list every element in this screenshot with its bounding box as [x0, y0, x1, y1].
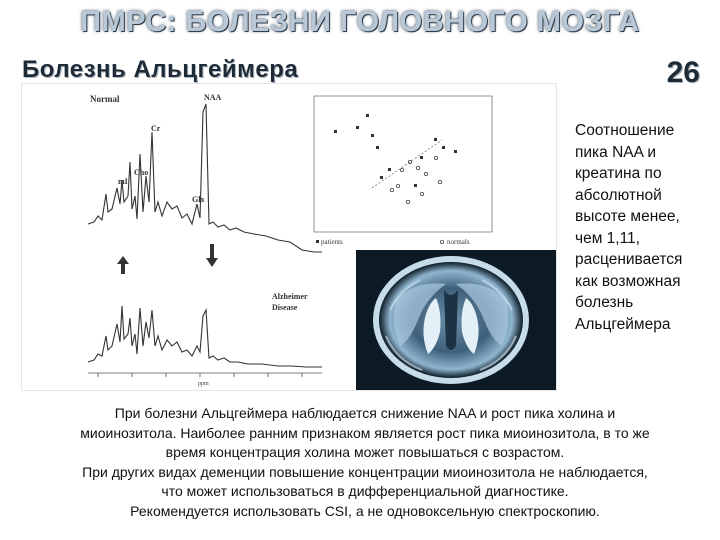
side-note-line: как возможная: [575, 272, 681, 290]
label-naa: NAA: [204, 93, 222, 102]
side-note: [575, 120, 715, 335]
scatter-frame: [314, 96, 492, 232]
scatter-point: [396, 184, 399, 187]
description-line: миоинозитола. Наиболее ранним признаком является рост пика миоинозитола, в то же: [80, 424, 650, 441]
scatter-point: [356, 126, 359, 129]
label-glx: Glx: [192, 195, 205, 204]
scatter-point: [390, 188, 393, 191]
scatter-point: [414, 184, 417, 187]
label-cho: Cho: [134, 168, 149, 177]
side-note-line: Соотношение: [575, 122, 675, 139]
scatter-point: [388, 168, 391, 171]
scatter-point: [420, 156, 423, 159]
side-note-line: болезнь: [575, 294, 634, 311]
scatter-point: [366, 114, 369, 117]
legend-normals: normals: [447, 238, 470, 246]
disease-spectrum-line: [88, 306, 322, 367]
label-disease-1: Alzheimer: [272, 292, 308, 301]
description-line: При других видах деменции повышение концентрации миоинозитола не наблюдается,: [82, 463, 648, 480]
scatter-point: [380, 176, 383, 179]
spectrum-axis-label: ppm: [198, 381, 209, 387]
scatter-point: [334, 130, 337, 133]
slide-subtitle: Болезнь Альцгеймера: [22, 56, 299, 83]
description-paragraph: [30, 404, 700, 521]
slide-number: 26: [666, 56, 700, 89]
scatter-point: [416, 166, 419, 169]
legend-marker-normals: [440, 240, 443, 243]
scatter-point: [438, 180, 441, 183]
scatter-points-patients: [334, 114, 457, 187]
label-mi: mI: [118, 177, 128, 186]
side-note-line: пика NAA и: [575, 143, 657, 161]
scatter-points-normals: [390, 156, 441, 203]
arrow-up-icon: [117, 256, 129, 274]
label-cr: Cr: [151, 124, 161, 133]
scatter-point: [408, 160, 411, 163]
scatter-point: [434, 138, 437, 141]
mri-brain-image: [356, 250, 556, 390]
side-note-line: креатина по: [575, 165, 662, 182]
label-disease-2: Disease: [272, 303, 298, 312]
side-note-line: расценивается: [575, 251, 683, 268]
label-normal: Normal: [90, 94, 120, 104]
side-note-line: чем 1,11,: [575, 229, 640, 247]
scatter-point: [424, 172, 427, 175]
scatter-point: [406, 200, 409, 203]
description-line: время концентрация холина может повышаться с возрастом.: [165, 444, 565, 460]
scatter-point: [454, 150, 457, 153]
scatter-point: [420, 192, 423, 195]
legend-patients: patients: [321, 238, 343, 246]
scatter-point: [376, 146, 379, 149]
scatter-trend-line: [372, 140, 442, 188]
description-line: При болезни Альцгеймера наблюдается снижение NAA и рост пика холина и: [114, 405, 616, 421]
arrow-down-icon: [206, 244, 218, 267]
slide-title: ПМРС: БОЛЕЗНИ ГОЛОВНОГО МОЗГА: [80, 6, 640, 38]
scatter-point: [442, 146, 445, 149]
scatter-point: [434, 156, 437, 159]
side-note-line: Альцгеймера: [575, 315, 671, 333]
side-note-line: абсолютной: [575, 186, 662, 204]
spectrum-axis-ticks: [98, 373, 302, 377]
scatter-point: [371, 134, 374, 137]
legend-marker-patients: [316, 240, 319, 243]
description-line: что может использоваться в дифференциальной диагностике.: [161, 483, 569, 499]
description-line: Рекомендуется использовать CSI, а не одновоксельную спектроскопию.: [130, 502, 600, 519]
scatter-point: [400, 168, 403, 171]
side-note-line: высоте менее,: [575, 208, 680, 225]
mri-svg: [356, 250, 556, 390]
